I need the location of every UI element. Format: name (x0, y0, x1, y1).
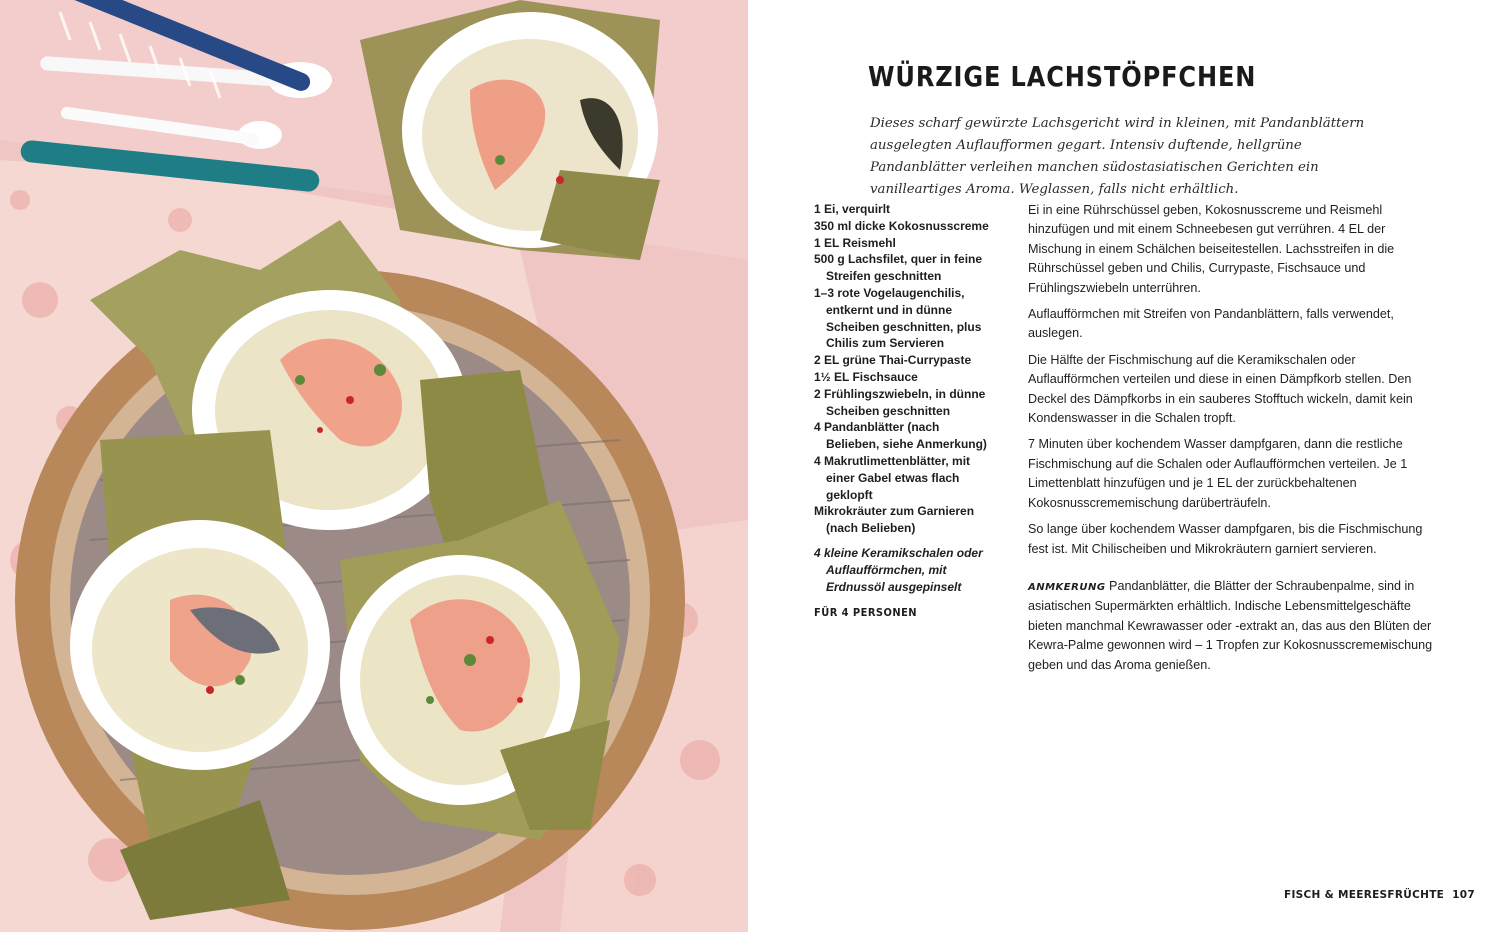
ingredient: 1–3 rote Vogelaugenchilis, entkernt und in dünne Scheiben geschnitten, plus Chilis zum Servieren (814, 285, 982, 351)
food-illustration (0, 0, 748, 932)
note-text: Pandanblätter, die Blätter der Schraubenpalme, sind in asiatischen Supermärkten erhältlich. Indische Lebensmittelgeschäfte bieten manchmal Kewrawasser oder -extrakt an, das aus den Blüten der Kewra-Palme gewonnen wird – 1 Tropfen zur Kokosnusscremeмischung geben und das Aroma genießen. (1028, 578, 1433, 672)
serves-label: FÜR 4 PERSONEN (814, 606, 918, 619)
recipe-title: WÜRZIGE LACHSTÖPFCHEN (868, 60, 1257, 93)
equipment-note: 4 kleine Keramikschalen oder Auflaufförmchen, mit Erdnussöl ausgepinselt (814, 545, 983, 594)
ingredient: 1 EL Reismehl (814, 235, 896, 250)
method-step: So lange über kochendem Wasser dampfgaren, bis die Fischmischung fest ist. Mit Chilischeiben und Mikrokräutern garniert servieren. (1028, 522, 1423, 556)
ingredient: 350 ml dicke Kokosnusscreme (814, 218, 989, 233)
ingredient: 1½ EL Fischsauce (814, 369, 918, 384)
ingredient: Mikrokräuter zum Garnieren (nach Belieben) (814, 504, 975, 536)
method-step: Ei in eine Rührschüssel geben, Kokosnusscreme und Reismehl hinzufügen und mit einem Schneebesen gut verrühren. 4 EL der Mischung in einem Schälchen beiseitestellen. Lachsstreifen in die Rührschüssel geben und Chilis, Currypaste, Fischsauce und Frühlingszwiebeln unterrühren. (1028, 203, 1395, 295)
method-step: Die Hälfte der Fischmischung auf die Keramikschalen oder Auflaufförmchen verteilen und diese in einen Dämpfkorb stellen. Den Deckel des Dämpfkorbs in ein sauberes Stofftuch wickeln, damit kein Kondenswasser in die Schalen tropft. (1028, 352, 1413, 426)
method-step: 7 Minuten über kochendem Wasser dampfgaren, dann die restliche Fischmischung auf die Schalen oder Auflaufförmchen verteilen. Je 1 Limettenblatt hinzufügen und je 1 EL der zurückbehaltenen Kokosnusscrememischung darüberträufeln. (1028, 437, 1408, 510)
page-footer (1284, 889, 1475, 901)
ingredient: 500 g Lachsfilet, quer in feine Streifen geschnitten (814, 252, 983, 284)
recipe-photo (0, 0, 748, 932)
ingredient: 4 Pandanblätter (nach Belieben, siehe Anmerkung) (814, 420, 987, 452)
section-name: FISCH & MEERESFRÜCHTE (1284, 889, 1445, 901)
recipe-intro: Dieses scharf gewürzte Lachsgericht wird in kleinen, mit Pandanblättern ausgelegten Auflaufformen gegart. Intensiv duftende, hellgrüne Pandanblätter verleihen manchen südostasiatischen Gerichten ein vanilleartiges Aroma. Weglassen, falls nicht erhältlich. (870, 116, 1365, 197)
note-label: ANMKERUNG (1028, 581, 1106, 593)
ingredient: 1 Ei, verquirlt (814, 202, 891, 216)
ingredient-list (814, 201, 994, 595)
ingredient: 2 EL grüne Thai-Currypaste (814, 353, 972, 368)
recipe-page (748, 0, 1500, 932)
page-number: 107 (1452, 889, 1475, 901)
ingredient: 4 Makrutlimettenblätter, mit einer Gabel etwas flach geklopft (814, 453, 971, 502)
method-steps (1028, 201, 1440, 682)
ingredient: 2 Frühlingszwiebeln, in dünne Scheiben geschnitten (814, 386, 986, 418)
method-step: Auflaufförmchen mit Streifen von Pandanblättern, falls verwendet, auslegen. (1028, 307, 1394, 341)
recipe-note (1028, 577, 1440, 675)
